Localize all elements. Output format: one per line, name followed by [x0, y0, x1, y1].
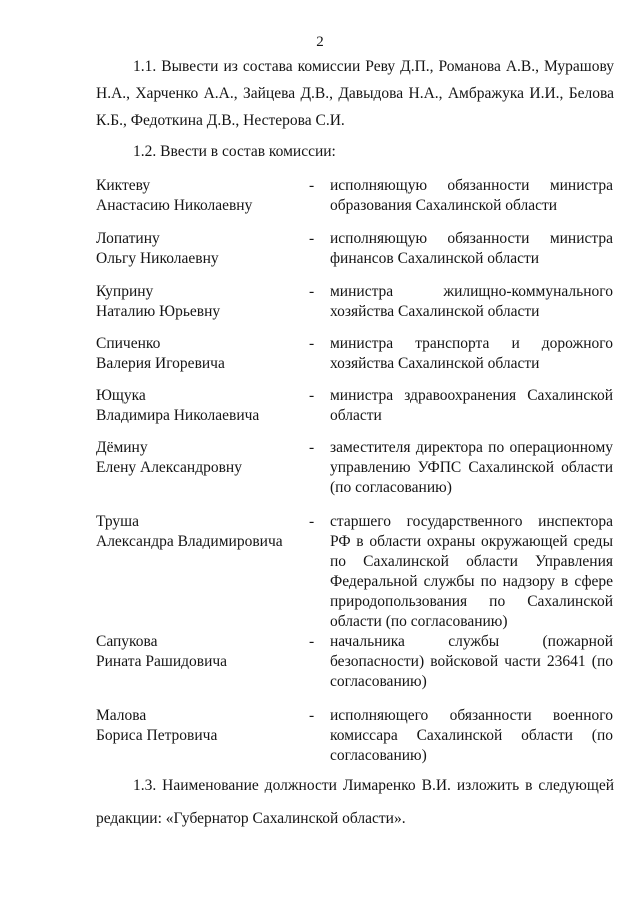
page-number: 2 — [316, 34, 324, 50]
member-name — [96, 632, 306, 672]
member-surname: Киктеву — [96, 177, 151, 194]
member-surname: Лопатину — [96, 230, 160, 247]
member-dash: - — [309, 633, 315, 650]
member-surname: Малова — [96, 707, 147, 724]
member-position: исполняющую обязанности министра финансов Сахалинской области — [330, 230, 613, 267]
member-given-name: Наталию Юрьевну — [96, 303, 221, 320]
member-dash: - — [309, 439, 315, 456]
member-surname: Ющука — [96, 387, 146, 404]
member-name — [96, 512, 306, 552]
member-given-name: Бориса Петровича — [96, 727, 218, 744]
member-given-name: Анастасию Николаевну — [96, 197, 253, 214]
member-surname: Спиченко — [96, 335, 161, 352]
member-dash: - — [309, 177, 315, 194]
member-given-name: Владимира Николаевича — [96, 407, 260, 424]
member-position: министра здравоохранения Сахалинской области — [330, 387, 613, 424]
member-position: министра транспорта и дорожного хозяйства Сахалинской области — [330, 335, 613, 372]
member-dash: - — [309, 335, 315, 352]
member-position: министра жилищно-коммунального хозяйства Сахалинской области — [330, 283, 613, 320]
member-surname: Сапукова — [96, 633, 158, 650]
member-name — [96, 438, 306, 478]
member-name — [96, 386, 306, 426]
member-given-name: Елену Александровну — [96, 459, 242, 476]
member-name — [96, 282, 306, 322]
member-dash: - — [309, 230, 315, 247]
member-surname: Куприну — [96, 283, 154, 300]
member-position: исполняющего обязанности военного комиссара Сахалинской области (по согласованию) — [330, 707, 613, 764]
member-position: начальника службы (пожарной безопасности) войсковой части 23641 (по согласованию) — [330, 633, 613, 690]
member-position: старшего государственного инспектора РФ в области охраны окружающей среды по Сахалинской области Управления Федеральной службы по надзору в сфере природопользования по Сахалинской области (по согласованию) — [330, 513, 613, 630]
paragraph-1-3: 1.3. Наименование должности Лимаренко В.И. изложить в следующей редакции: «Губернатор Сахалинской области». — [96, 777, 614, 827]
member-dash: - — [309, 513, 315, 530]
member-given-name: Ольгу Николаевну — [96, 250, 219, 267]
member-name — [96, 706, 306, 746]
member-surname: Дёмину — [96, 439, 148, 456]
member-name — [96, 334, 306, 374]
member-dash: - — [309, 387, 315, 404]
member-given-name: Рината Рашидовича — [96, 653, 228, 670]
member-given-name: Валерия Игоревича — [96, 355, 225, 372]
member-given-name: Александра Владимировича — [96, 533, 283, 550]
member-dash: - — [309, 283, 315, 300]
paragraph-1-2: 1.2. Ввести в состав комиссии: — [133, 143, 336, 160]
member-position: исполняющую обязанности министра образования Сахалинской области — [330, 177, 613, 214]
member-surname: Труша — [96, 513, 139, 530]
member-dash: - — [309, 707, 315, 724]
member-position: заместителя директора по операционному управлению УФПС Сахалинской области (по согласованию) — [330, 439, 613, 496]
member-name — [96, 229, 306, 269]
member-name — [96, 176, 306, 216]
paragraph-1-1: 1.1. Вывести из состава комиссии Реву Д.П., Романова А.В., Мурашову Н.А., Харченко А.А., Зайцева Д.В., Давыдова Н.А., Амбражука И.И., Белова К.Б., Федоткина Д.В., Нестерова С.И. — [96, 58, 614, 129]
